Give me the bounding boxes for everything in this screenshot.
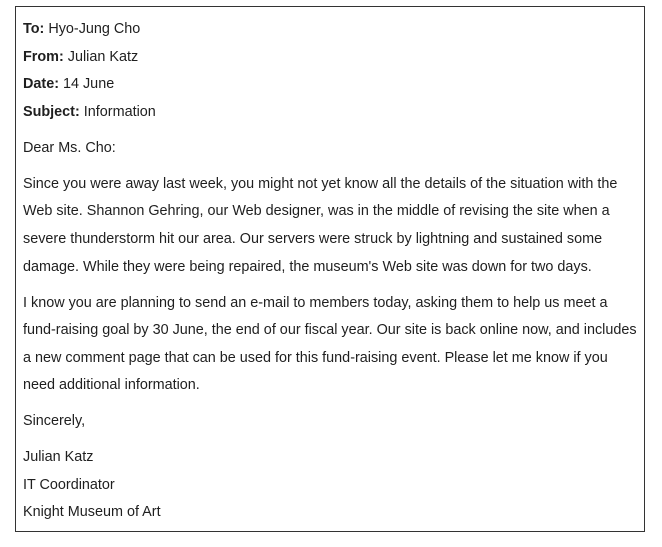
from-line: [23, 44, 644, 72]
date-value: 14 June: [62, 76, 115, 93]
paragraph-1: Since you were away last week, you might not yet know all the details of the situation with the Web site. Shannon Gehring, our Web designer, was in the middle of revising the site when a severe thunderstorm hit our area. Our servers were struck by lightning and sustained some damage. While they were being repaired, the museum's Web site was down for two days.: [23, 175, 618, 275]
subject-label: Subject:: [23, 103, 80, 120]
to-value: Hyo-Jung Cho: [48, 21, 141, 37]
signature-title: IT Coordinator: [23, 476, 115, 493]
to-label: To:: [23, 21, 45, 37]
subject-value: Information: [83, 103, 156, 120]
from-value: Julian Katz: [67, 48, 139, 65]
signature-organization: Knight Museum of Art: [23, 504, 161, 521]
paragraph-2: I know you are planning to send an e-mail to members today, asking them to help us meet a fund-raising goal by 30 June, the end of our fiscal year. Our site is back online now, and includes a new comment page that can be used for this fund-raising event. Please let me know if you need additional information.: [23, 294, 637, 394]
signature-name: Julian Katz: [23, 449, 94, 466]
date-line: [23, 71, 644, 99]
from-label: From:: [23, 48, 64, 65]
to-line: [23, 16, 644, 44]
closing: Sincerely,: [23, 413, 86, 430]
letter: [15, 6, 645, 532]
date-label: Date:: [23, 76, 59, 93]
salutation: Dear Ms. Cho:: [23, 139, 116, 156]
signature-block: [23, 444, 644, 527]
subject-line: [23, 99, 644, 127]
